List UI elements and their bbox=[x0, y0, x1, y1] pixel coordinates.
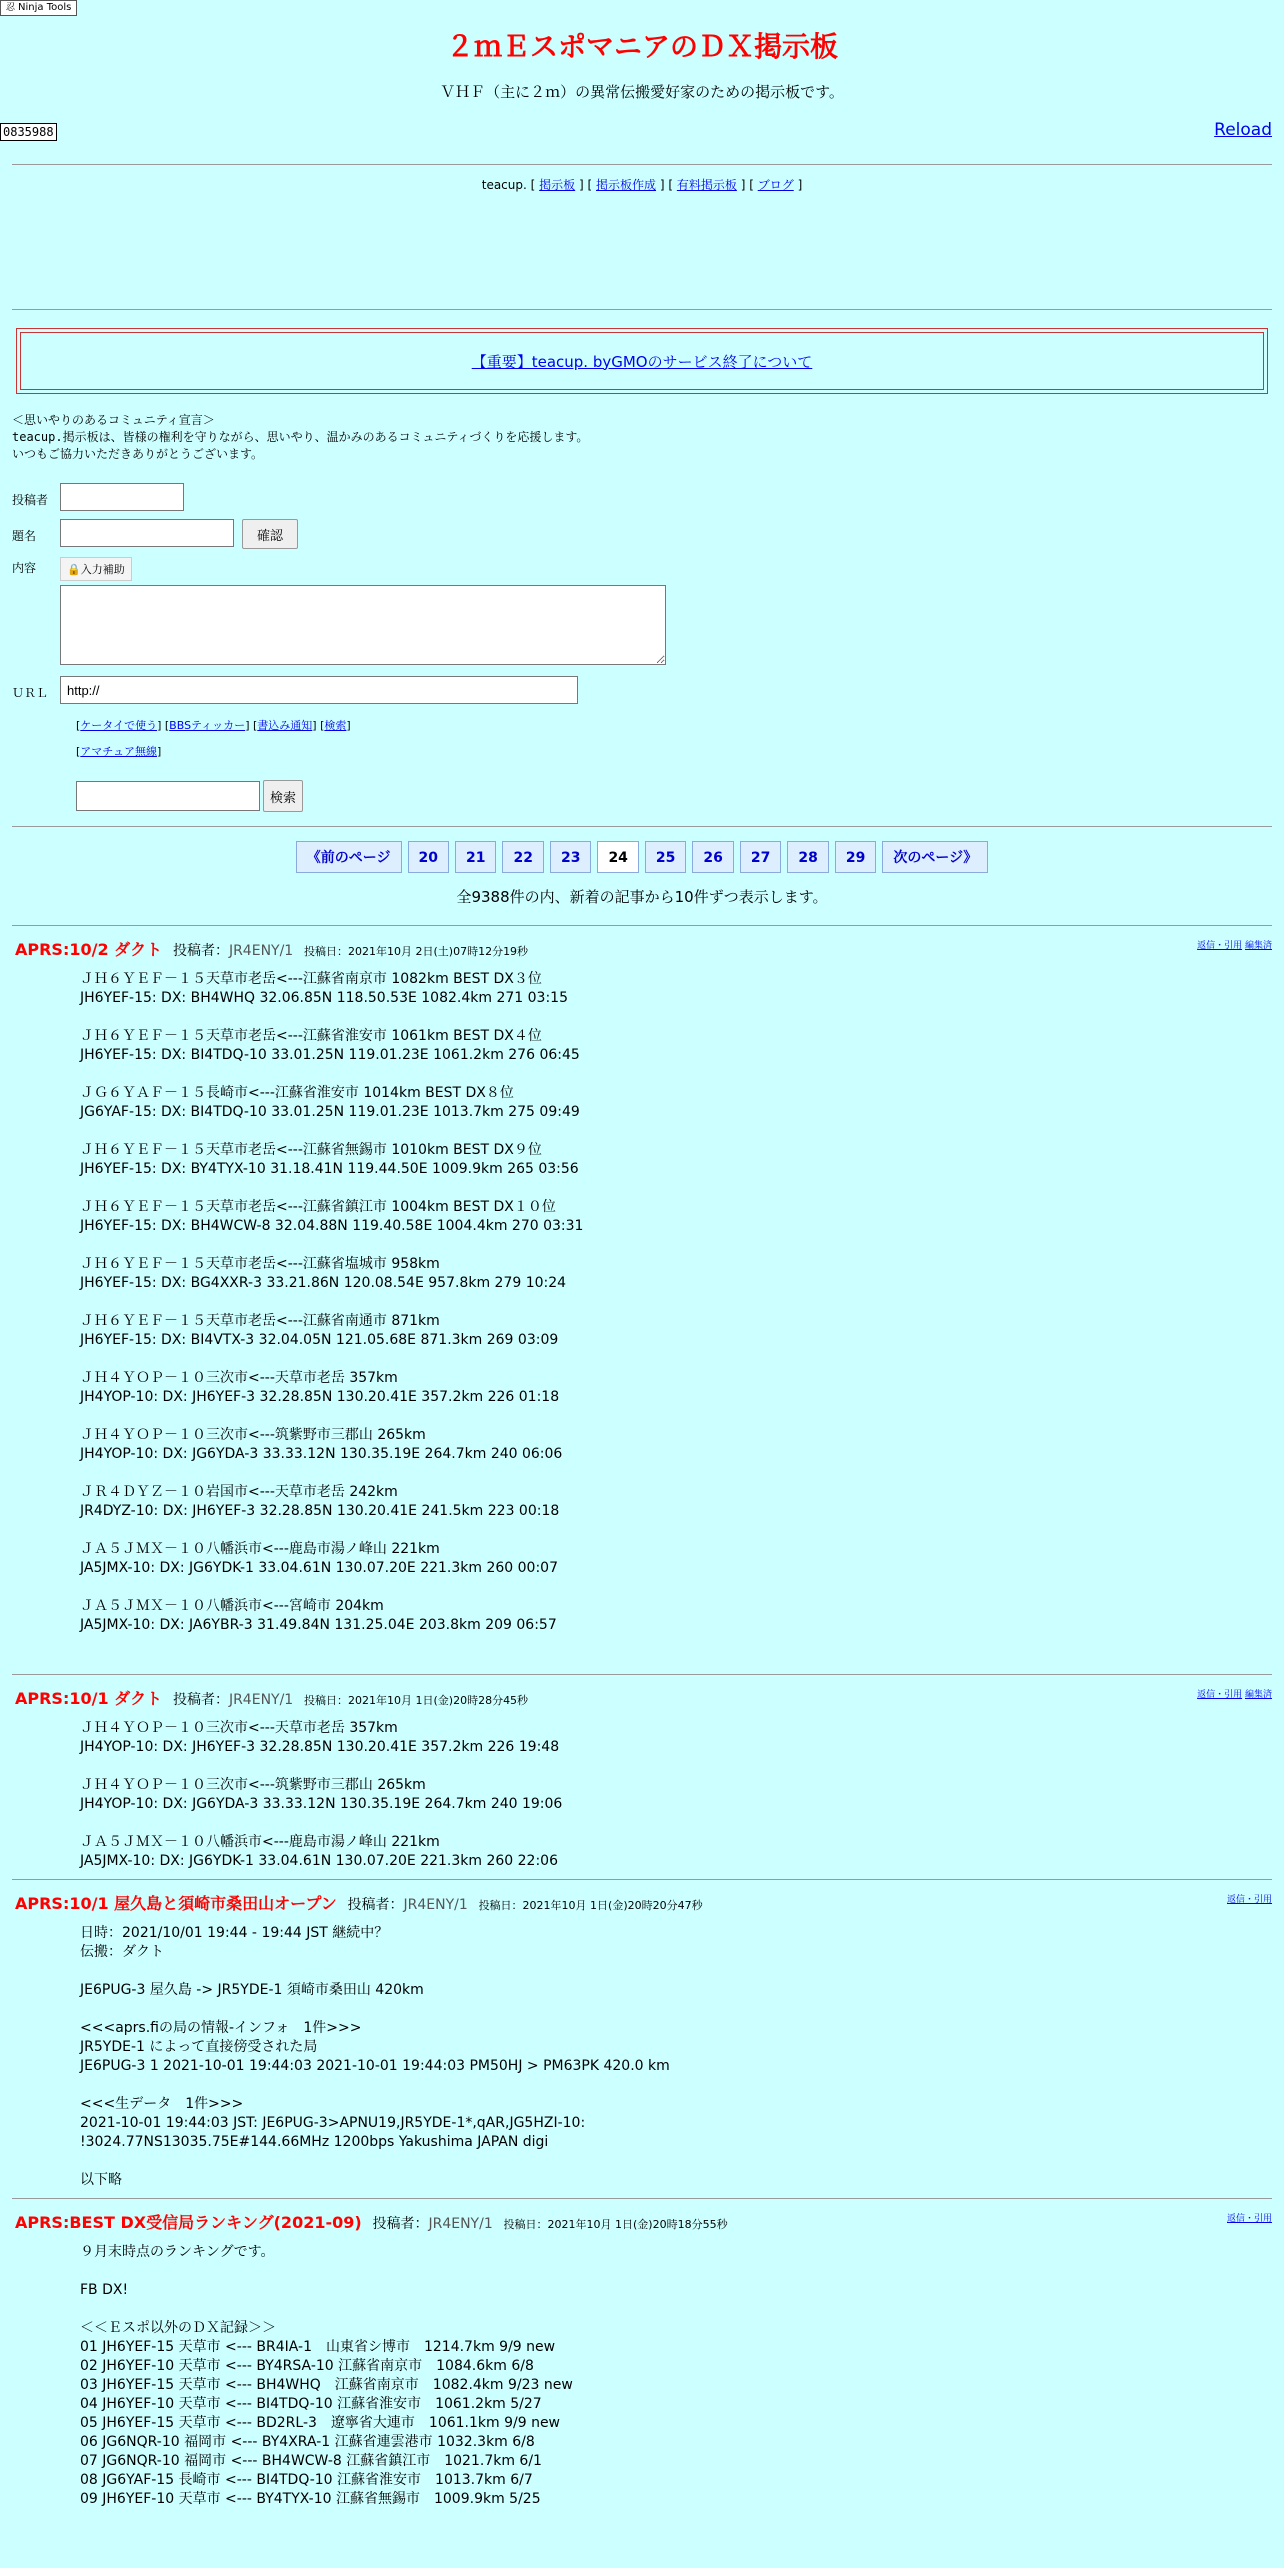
post-header bbox=[15, 938, 1272, 962]
page-27[interactable]: 27 bbox=[740, 841, 781, 873]
post-body: ＪＨ６ＹＥＦ－１５天草市老岳<---江蘇省南京市 1082km BEST DX３位 JH6YEF-15: DX: BH4WHQ 32.06.85N 118.50.53E 1082.4km 271 03:15 ＪＨ６ＹＥＦ－１５天草市老岳<---江蘇省淮安市 1061km BEST DX４位 JH6YEF-15: DX: BI4TDQ-10 33.01.25N 119.01.23E 1061.2km 276 06:45 ＪＧ６ＹＡＦ－１５長崎市<---江蘇省淮安市 1014km BEST DX８位 JG6YAF-15: DX: BI4TDQ-10 33.01.25N 119.01.23E 1013.7km 275 09:49 ＪＨ６ＹＥＦ－１５天草市老岳<---江蘇省無錫市 1010km BEST DX９位 JH6YEF-15: DX: BY4TYX-10 31.18.41N 119.44.50E 1009.9km 265 03:56 ＪＨ６ＹＥＦ－１５天草市老岳<---江蘇省鎮江市 1004km BEST DX１０位 JH6YEF-15: DX: BH4WCW-8 32.04.88N 119.40.58E 1004.4km 270 03:31 ＪＨ６ＹＥＦ－１５天草市老岳<---江蘇省塩城市 958km JH6YEF-15: DX: BG4XXR-3 33.21.86N 120.08.54E 957.8km 279 10:24 ＪＨ６ＹＥＦ－１５天草市老岳<---江蘇省南通市 871km JH6YEF-15: DX: BI4VTX-3 32.04.05N 121.05.68E 871.3km 269 03:09 ＪＨ４ＹＯＰ－１０三次市<---天草市老岳 357km JH4YOP-10: DX: JH6YEF-3 32.28.85N 130.20.41E 357.2km 226 01:18 ＪＨ４ＹＯＰ－１０三次市<---筑紫野市三郡山 265km JH4YOP-10: DX: JG6YDA-3 33.33.12N 130.35.19E 264.7km 240 06:06 ＪＲ４ＤＹＺ－１０岩国市<---天草市老岳 242km JR4DYZ-10: DX: JH6YEF-3 32.28.85N 130.20.41E 241.5km 223 00:18 ＪＡ５ＪＭＸ－１０八幡浜市<---鹿島市湯ノ峰山 221km JA5JMX-10: DX: JG6YDK-1 33.04.61N 130.07.20E 221.3km 260 00:07 ＪＡ５ＪＭＸ－１０八幡浜市<---宮崎市 204km JA5JMX-10: DX: JA6YBR-3 31.49.84N 131.25.04E 203.8km 209 06:57 bbox=[80, 971, 584, 1633]
post-date: 投稿日：2021年10月 1日(金)20時20分47秒 bbox=[478, 1899, 703, 1912]
divider bbox=[12, 826, 1272, 827]
notice-box bbox=[16, 328, 1268, 394]
declaration-heading: ＜思いやりのあるコミュニティ宣言＞ bbox=[12, 413, 215, 427]
confirm-button[interactable]: 確認 bbox=[242, 519, 298, 549]
post-form bbox=[12, 483, 1284, 812]
post bbox=[12, 925, 1272, 1654]
reply-quote-link[interactable]: 返信・引用 bbox=[1197, 941, 1243, 951]
author-input[interactable] bbox=[60, 483, 184, 511]
declaration-brand: teacup. bbox=[12, 430, 63, 444]
link-paid-bbs[interactable]: 有料掲示板 bbox=[676, 178, 737, 192]
post-author bbox=[372, 2216, 492, 2232]
sep: ] bbox=[797, 178, 803, 192]
link-bbs-ticker[interactable]: BBSティッカー bbox=[169, 719, 246, 732]
author-name: JR4ENY/1 bbox=[228, 943, 294, 959]
community-declaration bbox=[12, 412, 1284, 463]
search-row bbox=[76, 780, 1284, 812]
service-end-notice-link[interactable]: 【重要】teacup. byGMOのサービス終了について bbox=[471, 352, 813, 371]
board-title: ２ｍＥスポマニアのＤＸ掲示板 bbox=[445, 30, 838, 63]
link-post-notify[interactable]: 書込み通知 bbox=[257, 719, 313, 732]
url-label: ＵＲＬ bbox=[12, 686, 49, 700]
link-amateur-radio[interactable]: アマチュア無線 bbox=[80, 745, 157, 758]
body-textarea[interactable] bbox=[60, 585, 666, 665]
link-bbs[interactable]: 掲示板 bbox=[539, 178, 576, 192]
link-blog[interactable]: ブログ bbox=[757, 178, 794, 192]
post-body: 日時：2021/10/01 19:44 - 19:44 JST 継続中？ 伝搬：ダクト JE6PUG-3 屋久島 -> JR5YDE-1 須崎市桑田山 420km <<<aprs.fiの局の情報-インフォ 1件>>> JR5YDE-1 によって直接傍受された局 JE6PUG-3 1 2021-10-01 19:44:03 2021-10-01 19:44:03 PM50HJ > PM63PK 420.0 km <<<生データ 1件>>> 2021-10-01 19:44:03 JST: JE6PUG-3>APNU19,JR5YDE-1*,qAR,JG5HZI-10: !3024.77NS13035.75E#144.66MHz 1200bps Yakushima JAPAN digi 以下略 bbox=[80, 1925, 670, 2188]
ninja-tools-badge[interactable] bbox=[0, 0, 77, 16]
post-title: APRS:10/1 ダクト bbox=[15, 1689, 163, 1708]
link-bbs-create[interactable]: 掲示板作成 bbox=[596, 178, 657, 192]
reply-quote-link[interactable]: 返信・引用 bbox=[1226, 1895, 1272, 1905]
page-24-current: 24 bbox=[597, 841, 638, 873]
post-title: APRS:10/1 屋久島と須崎市桑田山オープン bbox=[15, 1894, 337, 1913]
post-date: 投稿日：2021年10月 1日(金)20時28分45秒 bbox=[304, 1694, 529, 1707]
page-21[interactable]: 21 bbox=[455, 841, 496, 873]
link-mobile[interactable]: ケータイで使う bbox=[80, 719, 158, 732]
assist-label: 入力補助 bbox=[80, 563, 125, 576]
post-author bbox=[173, 943, 293, 959]
page-28[interactable]: 28 bbox=[787, 841, 828, 873]
sep: ] [ bbox=[578, 178, 593, 192]
body-label: 内容 bbox=[12, 561, 37, 575]
link-search[interactable]: 検索 bbox=[324, 719, 347, 732]
reply-quote-link[interactable]: 返信・引用 bbox=[1197, 1690, 1243, 1700]
assist-icon: 🔒 bbox=[67, 563, 81, 576]
divider bbox=[12, 309, 1272, 310]
total-count: 全9388件の内、新着の記事から10件ずつ表示します。 bbox=[456, 888, 828, 906]
divider bbox=[12, 164, 1272, 165]
post-date: 投稿日：2021年10月 2日(土)07時12分19秒 bbox=[304, 945, 529, 958]
edited-link[interactable]: 編集済 bbox=[1244, 1690, 1272, 1700]
author-label: 投稿者： bbox=[172, 1692, 229, 1708]
access-counter: 0835988 bbox=[0, 123, 57, 141]
form-links-row1: [ケータイで使う] [BBSティッカー] [書込み通知] [検索] bbox=[76, 719, 351, 732]
ad-space bbox=[0, 193, 1284, 309]
search-button[interactable]: 検索 bbox=[263, 780, 303, 812]
post-date: 投稿日：2021年10月 1日(金)20時18分55秒 bbox=[503, 2218, 728, 2231]
author-label: 投稿者 bbox=[12, 493, 49, 507]
author-name: JR4ENY/1 bbox=[428, 2216, 493, 2232]
sep: ] [ bbox=[740, 178, 754, 192]
post-ops bbox=[1227, 2211, 1272, 2224]
ninja-tools-label: Ninja Tools bbox=[18, 2, 72, 13]
sep: ] [ bbox=[659, 178, 674, 192]
subject-input[interactable] bbox=[60, 519, 234, 547]
page-23[interactable]: 23 bbox=[550, 841, 591, 873]
post-title: APRS:BEST DX受信局ランキング(2021-09) bbox=[15, 2213, 362, 2232]
reply-quote-link[interactable]: 返信・引用 bbox=[1226, 2214, 1272, 2224]
page-26[interactable]: 26 bbox=[692, 841, 733, 873]
post bbox=[12, 2198, 1272, 2509]
url-input[interactable] bbox=[60, 676, 578, 704]
reload-link[interactable]: Reload bbox=[1214, 120, 1272, 140]
edited-link[interactable]: 編集済 bbox=[1244, 941, 1272, 951]
page-25[interactable]: 25 bbox=[645, 841, 686, 873]
page-20[interactable]: 20 bbox=[408, 841, 449, 873]
next-page-button[interactable]: 次のページ》 bbox=[882, 841, 988, 873]
declaration-thanks: いつもご協力いただきありがとうございます。 bbox=[12, 447, 264, 461]
author-label: 投稿者： bbox=[347, 1897, 404, 1913]
author-name: JR4ENY/1 bbox=[403, 1897, 468, 1913]
input-assist-tab[interactable] bbox=[60, 557, 132, 581]
author-label: 投稿者： bbox=[372, 2216, 429, 2232]
post-title: APRS:10/2 ダクト bbox=[15, 940, 163, 959]
page-22[interactable]: 22 bbox=[502, 841, 543, 873]
post-author bbox=[348, 1897, 468, 1913]
page-29[interactable]: 29 bbox=[835, 841, 876, 873]
pagination bbox=[0, 841, 1284, 873]
post-body: ９月末時点のランキングです。 FB DX! ＜＜Ｅスポ以外のＤＸ記録＞＞ 01 JH6YEF-15 天草市 <--- BR4IA-1 山東省シ博市 1214.7km 9/9 new 02 JH6YEF-10 天草市 <--- BY4RSA-10 江蘇省南京市 1084.6km 6/8 03 JH6YEF-15 天草市 <--- BH4WHQ 江蘇省南京市 1082.4km 9/23 new 04 JH6YEF-10 天草市 <--- BI4TDQ-10 江蘇省淮安市 1061.2km 5/27 05 JH6YEF-15 天草市 <--- BD2RL-3 遼寧省大連市 1061.1km 9/9 new 06 JG6NQR-10 福岡市 <--- BY4XRA-1 江蘇省連雲港市 1032.3km 6/8 07 JG6NQR-10 福岡市 <--- BH4WCW-8 江蘇省鎮江市 1021.7km 6/1 08 JG6YAF-15 長崎市 <--- BI4TDQ-10 江蘇省淮安市 1013.7km 6/7 09 JH6YEF-10 天草市 <--- BY4TYX-10 江蘇省無錫市 1009.9km 5/25 bbox=[80, 2244, 573, 2507]
post-header bbox=[15, 2211, 1272, 2235]
teacup-nav bbox=[0, 177, 1284, 193]
post-header bbox=[15, 1687, 1272, 1711]
post-author bbox=[173, 1692, 293, 1708]
post bbox=[12, 1674, 1272, 1871]
form-links-row2: [アマチュア無線] bbox=[76, 745, 162, 758]
post bbox=[12, 1879, 1272, 2190]
ninja-icon: 忍 bbox=[6, 3, 16, 13]
author-label: 投稿者： bbox=[172, 943, 229, 959]
search-input[interactable] bbox=[76, 781, 260, 811]
declaration-text: 掲示板は、皆様の権利を守りながら、思いやり、温かみのあるコミュニティづくりを応援します。 bbox=[62, 430, 589, 444]
prev-page-button[interactable]: 《前のページ bbox=[296, 841, 402, 873]
board-subtitle: ＶＨＦ（主に２ｍ）の異常伝搬愛好家のための掲示板です。 bbox=[440, 83, 844, 101]
notice-inner bbox=[20, 332, 1264, 390]
teacup-prefix: teacup. [ bbox=[481, 178, 536, 192]
post-header bbox=[15, 1892, 1272, 1916]
counter-row bbox=[0, 120, 1284, 146]
post-ops bbox=[1197, 1687, 1272, 1700]
post-body: ＪＨ４ＹＯＰ－１０三次市<---天草市老岳 357km JH4YOP-10: DX: JH6YEF-3 32.28.85N 130.20.41E 357.2km 226 19:48 ＪＨ４ＹＯＰ－１０三次市<---筑紫野市三郡山 265km JH4YOP-10: DX: JG6YDA-3 33.33.12N 130.35.19E 264.7km 240 19:06 ＪＡ５ＪＭＸ－１０八幡浜市<---鹿島市湯ノ峰山 221km JA5JMX-10: DX: JG6YDK-1 33.04.61N 130.07.20E 221.3km 260 22:06 bbox=[80, 1720, 563, 1869]
subject-label: 題名 bbox=[12, 529, 37, 543]
post-ops bbox=[1227, 1892, 1272, 1905]
post-ops bbox=[1197, 938, 1272, 951]
author-name: JR4ENY/1 bbox=[228, 1692, 294, 1708]
